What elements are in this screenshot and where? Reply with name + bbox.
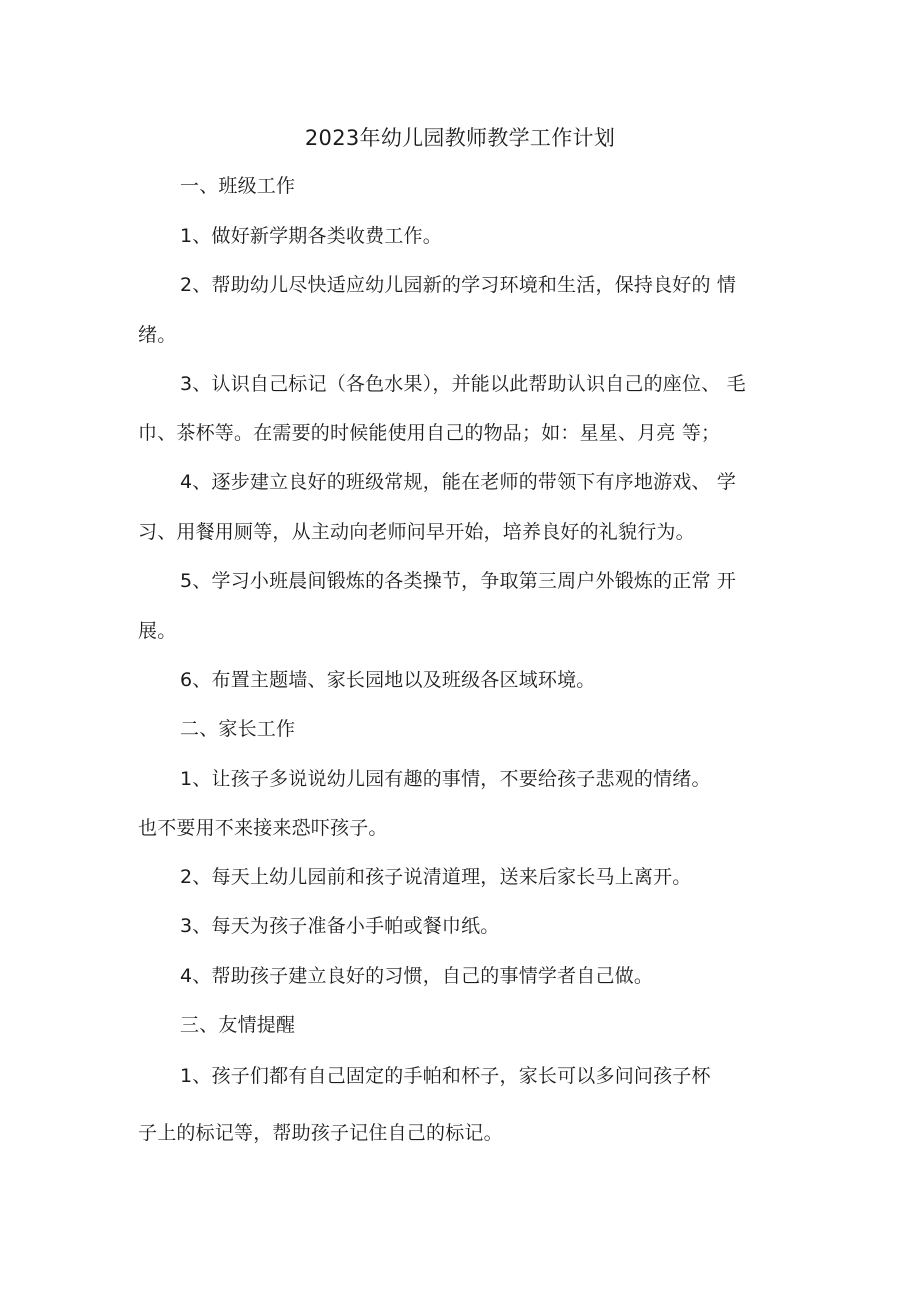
paragraph-line: 巾、茶杯等。在需要的时候能使用自己的物品；如：星星、月亮 等； (138, 422, 721, 444)
paragraph-line: 1、做好新学期各类收费工作。 (180, 225, 442, 247)
paragraph-line: 4、帮助孩子建立良好的习惯，自己的事情学者自己做。 (180, 965, 654, 987)
paragraph-line: 绪。 (138, 324, 177, 346)
paragraph-line: 子上的标记等，帮助孩子记住自己的标记。 (138, 1122, 503, 1144)
paragraph-line: 5、学习小班晨间锻炼的各类操节，争取第三周户外锻炼的正常 开 (180, 570, 737, 592)
paragraph-line: 1、孩子们都有自己固定的手帕和杯子，家长可以多问问孩子杯 (180, 1065, 711, 1087)
paragraph-line: 习、用餐用厕等，从主动向老师问早开始，培养良好的礼貌行为。 (138, 521, 695, 543)
paragraph-line: 6、布置主题墙、家长园地以及班级各区域环境。 (180, 669, 596, 691)
paragraph-line: 1、让孩子多说说幼儿园有趣的事情，不要给孩子悲观的情绪。 (180, 768, 711, 790)
paragraph-line: 3、认识自己标记（各色水果），并能以此帮助认识自己的座位、 毛 (180, 373, 746, 395)
paragraph-line: 展。 (138, 620, 177, 642)
section-heading: 一、班级工作 (180, 175, 296, 197)
section-heading: 二、家长工作 (180, 718, 296, 740)
document-title: 2023年幼儿园教师教学工作计划 (304, 126, 616, 150)
paragraph-line: 4、逐步建立良好的班级常规，能在老师的带领下有序地游戏、 学 (180, 471, 737, 493)
paragraph-line: 3、每天为孩子准备小手帕或餐巾纸。 (180, 915, 500, 937)
paragraph-line: 2、每天上幼儿园前和孩子说清道理，送来后家长马上离开。 (180, 866, 692, 888)
section-heading: 三、友情提醒 (180, 1014, 296, 1036)
paragraph-line: 也不要用不来接来恐吓孩子。 (138, 817, 388, 839)
paragraph-line: 2、帮助幼儿尽快适应幼儿园新的学习环境和生活，保持良好的 情 (180, 274, 737, 296)
